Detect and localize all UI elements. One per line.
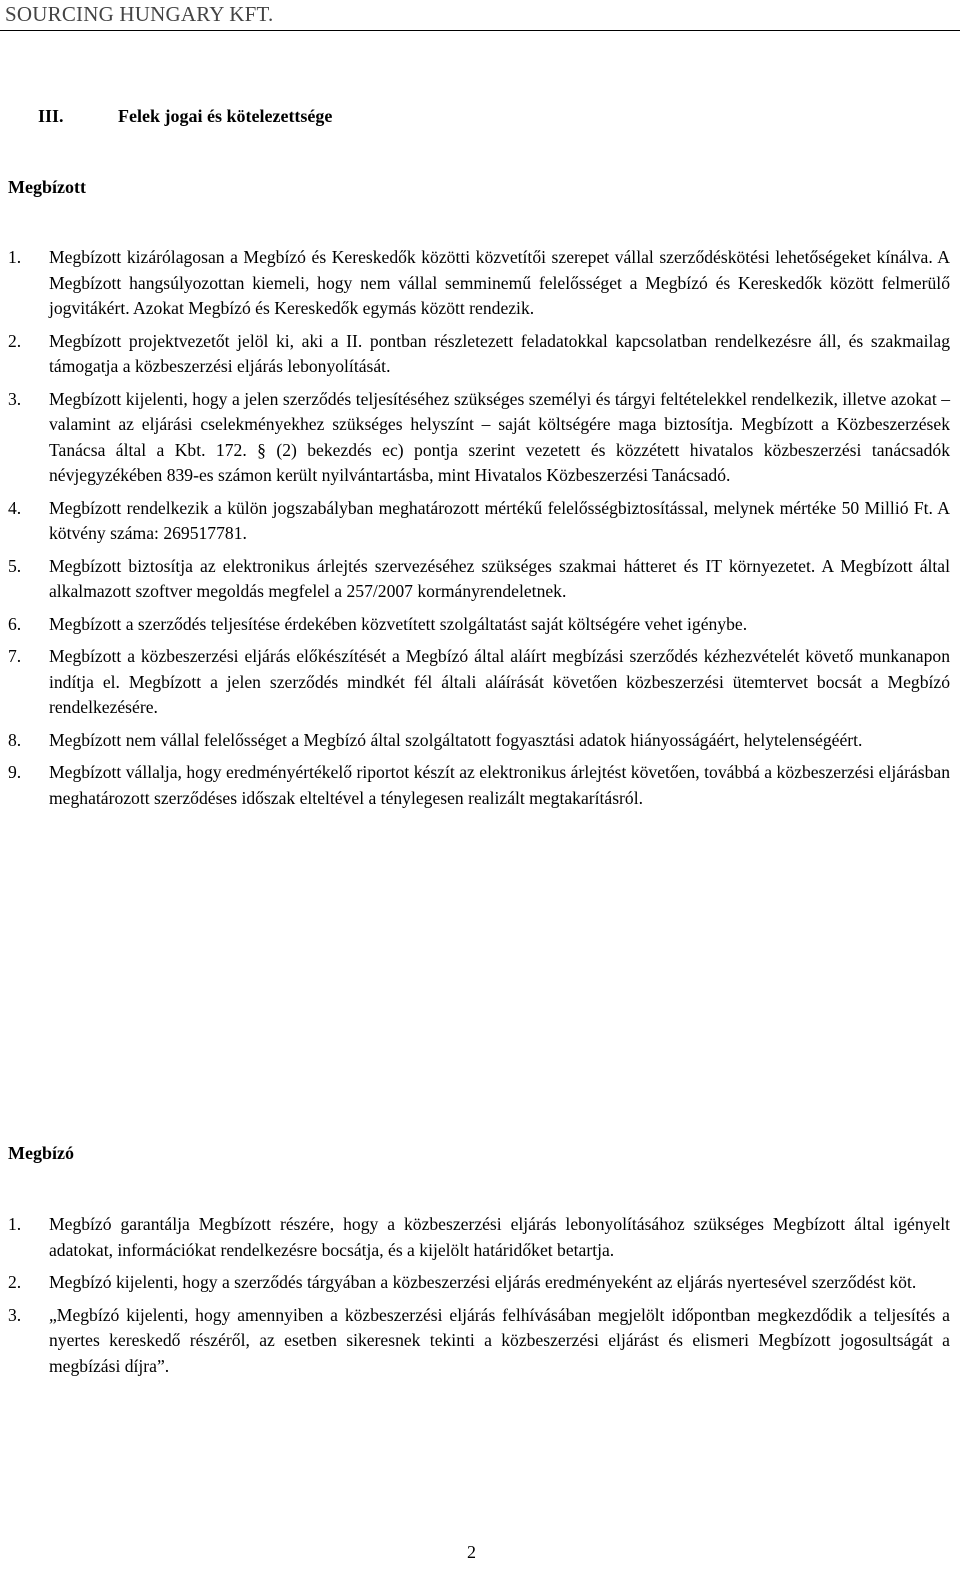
- chapter-number: III.: [38, 106, 64, 126]
- item-number: 3.: [8, 388, 22, 409]
- item-number: 3.: [8, 1304, 22, 1325]
- item-number: 2.: [8, 330, 22, 351]
- list-item: [8, 554, 950, 605]
- list-item: [8, 1303, 950, 1380]
- item-number: 1.: [8, 1214, 22, 1234]
- item-number: 2.: [8, 1272, 22, 1292]
- company-name: SOURCING HUNGARY KFT.: [5, 2, 274, 26]
- item-text: „Megbízó kijelenti, hogy amennyiben a közbeszerzési eljárás felhívásában megjelölt időpontban megkezdődik a teljesítés a nyertes kereskedő részéről, az esetben sikeresnek tekinti a közbeszerzési eljárást és elismeri Megbízott jogosultságát a megbízási díjra”.: [49, 1304, 950, 1376]
- page-number: 2: [467, 1542, 476, 1562]
- item-text: Megbízott biztosítja az elektronikus árlejtés szervezéséhez szükséges szakmai hátteret és IT környezetet. A Megbízott által alkalmazott szoftver megoldás megfelel a 257/2007 kormányrendeletnek.: [49, 555, 950, 601]
- item-number: 5.: [8, 555, 22, 576]
- agent-obligations-list: [8, 245, 950, 818]
- list-item: [8, 1270, 950, 1296]
- item-text: Megbízott rendelkezik a külön jogszabályban meghatározott mértékű felelősségbiztosítással, melynek mértéke 50 Millió Ft. A kötvény száma: 269517781.: [49, 497, 950, 543]
- item-number: 9.: [8, 762, 22, 782]
- section-title-client: Megbízó: [8, 1143, 74, 1163]
- list-item: [8, 329, 950, 380]
- item-number: 1.: [8, 247, 22, 267]
- item-text: Megbízott nem vállal felelősséget a Megbízó által szolgáltatott fogyasztási adatok hiányosságáért, helytelenségéért.: [49, 729, 863, 750]
- item-text: Megbízott a szerződés teljesítése érdekében közvetített szolgáltatást saját költségére vehet igénybe.: [49, 613, 748, 634]
- section-title-agent: Megbízott: [8, 177, 86, 197]
- list-item: [8, 644, 950, 721]
- list-item: [8, 496, 950, 547]
- item-text: Megbízó garantálja Megbízott részére, hogy a közbeszerzési eljárás lebonyolításához szükséges Megbízott által igényelt adatokat, információkat rendelkezésre bocsátja, és a kijelölt határidőket betartja.: [49, 1214, 950, 1260]
- item-text: Megbízott vállalja, hogy eredményértékelő riportot készít az elektronikus árlejtést követően, továbbá a közbeszerzési eljárásban meghatározott szerződéses időszak elteltével a ténylegesen realizált megtakarításról.: [49, 762, 950, 808]
- list-item: [8, 1212, 950, 1263]
- list-item: [8, 612, 950, 638]
- list-item: [8, 245, 950, 322]
- item-number: 7.: [8, 646, 22, 666]
- item-number: 4.: [8, 497, 22, 518]
- page-header: [0, 0, 960, 31]
- chapter-heading: [38, 106, 332, 127]
- list-item: [8, 387, 950, 489]
- item-text: Megbízott kizárólagosan a Megbízó és Kereskedők közötti közvetítői szerepet vállal szerződéskötési lehetőségeket kínálva. A Megbízott hangsúlyozottan kiemeli, hogy nem vállal semminemű felelősséget a Megbízó és Kereskedők között felmerülő jogvitákért. Azokat Megbízó és Kereskedők egymás között rendezik.: [49, 247, 950, 318]
- chapter-title: Felek jogai és kötelezettsége: [118, 106, 333, 126]
- item-text: Megbízott projektvezetőt jelöl ki, aki a II. pontban részletezett feladatokkal kapcsolatban rendelkezésre áll, és szakmailag támogatja a közbeszerzési eljárás lebonyolítását.: [49, 330, 950, 376]
- item-text: Megbízott a közbeszerzési eljárás előkészítését a Megbízó által aláírt megbízási szerződés kézhezvételét követő munkanapon indítja el. Megbízott a jelen szerződés mindkét fél általi aláírását követően közbeszerzési ütemtervet bocsát a Megbízó rendelkezésére.: [49, 646, 950, 717]
- list-item: [8, 728, 950, 754]
- item-text: Megbízott kijelenti, hogy a jelen szerződés teljesítéséhez szükséges személyi és tárgyi feltételekkel rendelkezik, illetve azokat – valamint az eljárási cselekményekhez szükséges helyszínt – saját költségére maga biztosítja. Megbízott a Közbeszerzések Tanácsa által a Kbt. 172. § (2) bekezdés ec) pontja szerint vezetett és közzétett hivatalos közbeszerzési tanácsadók névjegyzékében 839-es számon került nyilvántartásba, mint Hivatalos Közbeszerzési Tanácsadó.: [49, 388, 950, 485]
- list-item: [8, 760, 950, 811]
- client-obligations-list: [8, 1212, 950, 1386]
- item-number: 6.: [8, 613, 22, 634]
- item-number: 8.: [8, 729, 22, 750]
- item-text: Megbízó kijelenti, hogy a szerződés tárgyában a közbeszerzési eljárás eredményeként az eljárás nyertesével szerződést köt.: [49, 1272, 917, 1292]
